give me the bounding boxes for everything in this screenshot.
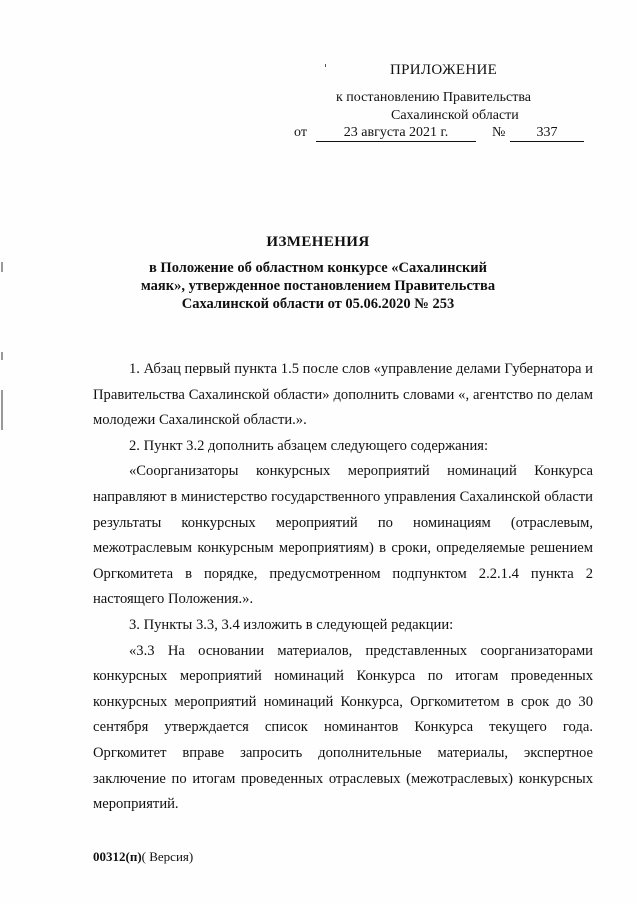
date-value: 23 августа 2021 г.	[316, 124, 476, 142]
date-prefix: от	[294, 125, 307, 140]
doc-title: ИЗМЕНЕНИЯ	[266, 234, 370, 250]
doc-subtitle-line-2: маяк», утвержденное постановлением Правительства	[140, 278, 496, 294]
footer	[93, 849, 193, 865]
appendix-line-2: Сахалинской области	[391, 108, 519, 123]
paragraph-5: «3.3 На основании материалов, представленных соорганизаторами конкурсных мероприятий номинаций Конкурса по итогам проведенных конкурсных мероприятий номинаций Конкурса, Оргкомитетом в срок до 30 сентября утверждается список номинантов Конкурса текущего года. Оргкомитет вправе запросить дополнительные материалы, экспертное заключение по итогам проведенных отраслевых (межотраслевых) конкурсных мероприятий.	[93, 642, 593, 813]
scan-speck	[325, 64, 326, 67]
paragraph-2: 2. Пункт 3.2 дополнить абзацем следующего содержания:	[129, 437, 489, 454]
paragraph-4: 3. Пункты 3.3, 3.4 изложить в следующей редакции:	[129, 616, 454, 633]
doc-body	[93, 357, 593, 818]
appendix-title: ПРИЛОЖЕНИЕ	[390, 62, 498, 78]
footer-code: 00312(п)	[93, 849, 142, 864]
appendix-line-1: к постановлению Правительства	[336, 90, 532, 105]
number-value: 337	[510, 124, 584, 142]
footer-version: ( Версия)	[141, 849, 194, 864]
number-label: №	[492, 125, 506, 140]
paragraph-1: 1. Абзац первый пункта 1.5 после слов «управление делами Губернатора и Правительства Сахалинской области» дополнить словами «, агентство по делам молодежи Сахалинской области.».	[93, 361, 593, 429]
doc-subtitle-line-3: Сахалинской области от 05.06.2020 № 253	[181, 296, 455, 312]
scan-mark	[1, 390, 3, 430]
paragraph-3: «Соорганизаторы конкурсных мероприятий номинаций Конкурса направляют в министерство государственного управления Сахалинской области результаты конкурсных мероприятий по номинациям (отраслевым, межотраслевым конкурсным мероприятиям) в сроки, определяемые решением Оргкомитета в порядке, предусмотренном подпунктом 2.2.1.4 пункта 2 настоящего Положения.».	[93, 463, 593, 608]
doc-subtitle-line-1: в Положение об областном конкурсе «Сахалинский	[148, 260, 488, 276]
scan-mark	[1, 352, 3, 360]
